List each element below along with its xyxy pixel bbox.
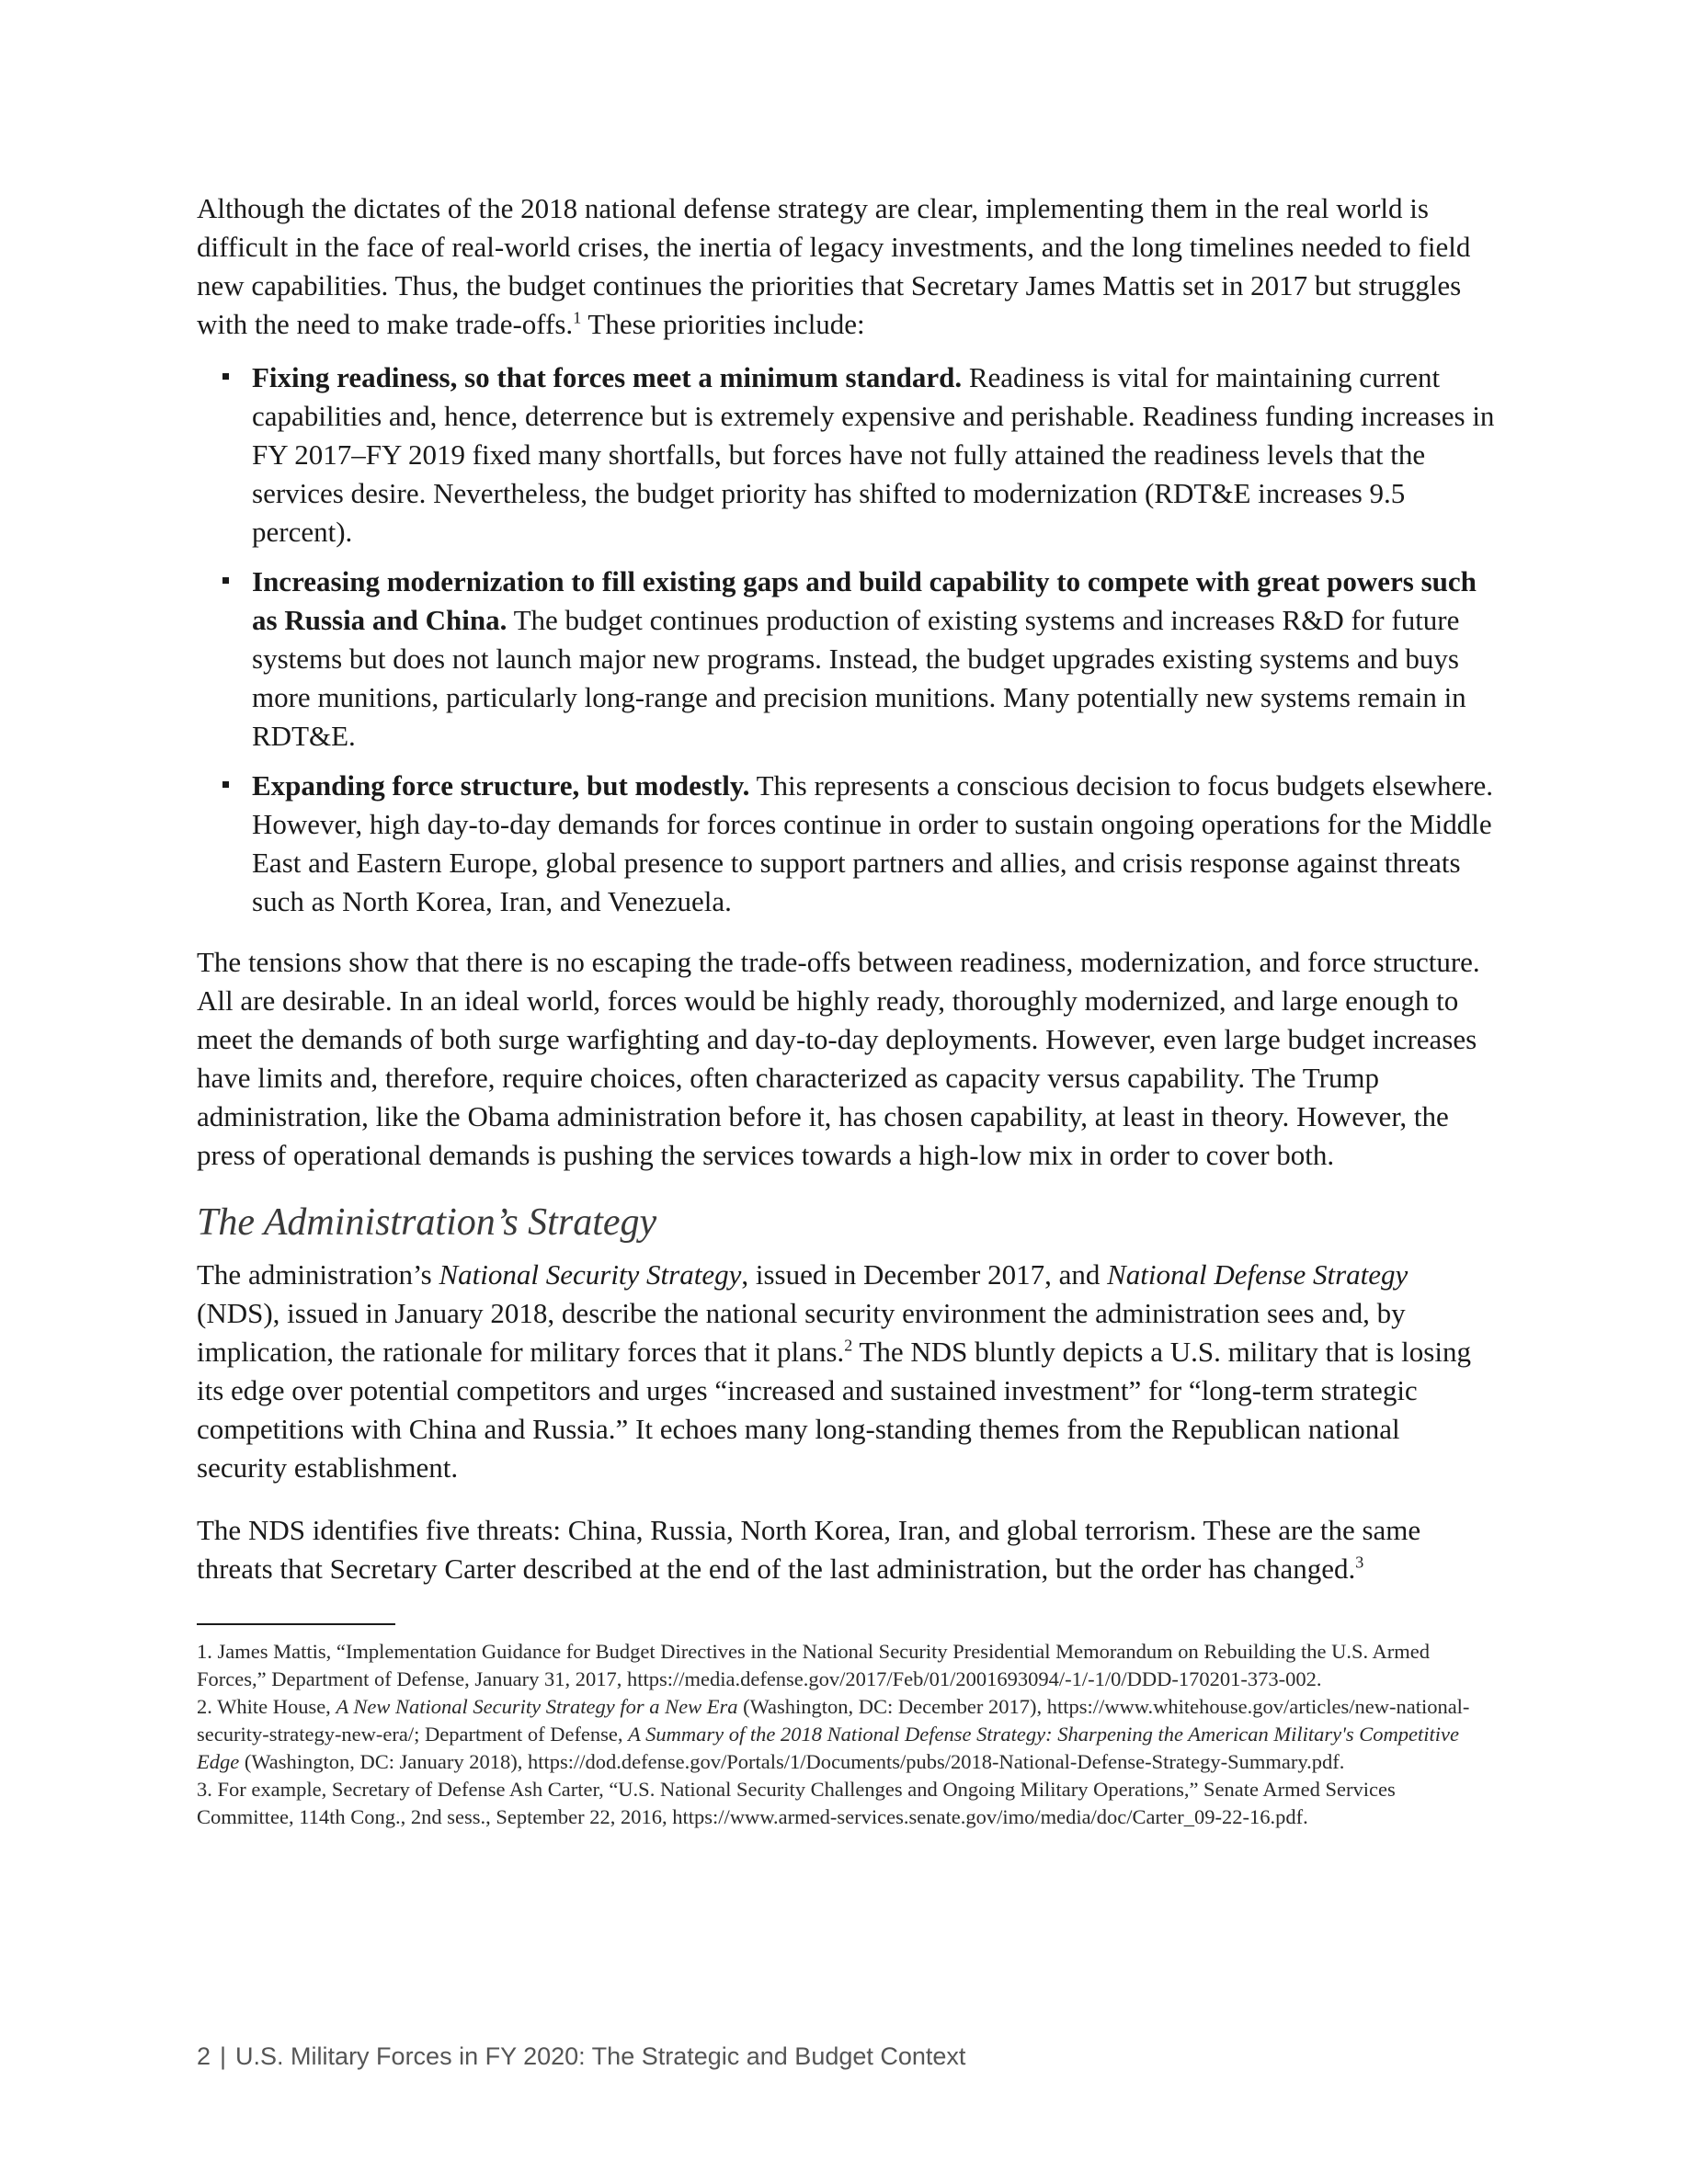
footnote-2 <box>197 1693 1495 1776</box>
nss-title: National Security Strategy <box>439 1258 742 1291</box>
bullet-icon <box>222 373 229 380</box>
page-body <box>197 189 1495 1831</box>
nds-title: National Defense Strategy <box>1107 1258 1409 1291</box>
footnote-2-text-3: (Washington, DC: January 2018), https://dod.defense.gov/Portals/1/Documents/pubs/2018-National-Defense-Strategy-Summary.pdf. <box>239 1750 1345 1773</box>
intro-tail: These priorities include: <box>581 308 865 340</box>
intro-paragraph <box>197 189 1495 344</box>
priority-item-modernization <box>197 563 1495 756</box>
page-number: 2 <box>197 2042 211 2070</box>
strategy-text-2: , issued in December 2017, and <box>741 1258 1108 1291</box>
priorities-list <box>197 358 1495 921</box>
bullet-icon <box>222 781 229 788</box>
priority-lead: Increasing modernization to fill existing gaps and build capability to compete with great powers such as Russia and China. <box>252 565 1477 636</box>
footnote-1: 1. James Mattis, “Implementation Guidance for Budget Directives in the National Security Presidential Memorandum on Rebuilding the U.S. Armed Forces,” Department of Defense, January 31, 2017, https://media.defense.gov/2017/Feb/01/2001693094/-1/-1/0/DDD-170201-373-002. <box>197 1640 1430 1690</box>
footnote-divider <box>197 1623 395 1625</box>
priority-item-force-structure <box>197 767 1495 921</box>
footer-title: U.S. Military Forces in FY 2020: The Strategic and Budget Context <box>235 2042 966 2070</box>
priority-text: This represents a conscious decision to focus budgets elsewhere. However, high day-to-day demands for forces continue in order to sustain ongoing operations for the Middle East and Eastern Europe, global presence to support partners and allies, and crisis response against threats such as North Korea, Iran, and Venezuela. <box>252 769 1494 917</box>
priority-text: Readiness is vital for maintaining current capabilities and, hence, deterrence but is extremely expensive and perishable. Readiness funding increases in FY 2017–FY 2019 fixed many shortfalls, but forces have not fully attained the readiness levels that the services desire. Nevertheless, the budget priority has shifted to modernization (RDT&E increases 9.5 percent). <box>252 361 1495 548</box>
priority-item-readiness <box>197 358 1495 552</box>
tensions-paragraph: The tensions show that there is no escaping the trade-offs between readiness, modernization, and force structure. All are desirable. In an ideal world, forces would be highly ready, thoroughly modernized, and large enough to meet the demands of both surge warfighting and day-to-day deployments. However, even large budget increases have limits and, therefore, require choices, often characterized as capacity versus capability. The Trump administration, like the Obama administration before it, has chosen capability, at least in theory. However, the press of operational demands is pushing the services towards a high-low mix in order to cover both. <box>197 946 1480 1171</box>
bullet-icon <box>222 577 229 584</box>
footnote-2-text-1: 2. White House, <box>197 1695 336 1718</box>
threats-paragraph <box>197 1511 1495 1588</box>
footnote-ref-1[interactable]: 1 <box>573 308 582 327</box>
footer-separator: | <box>220 2042 227 2070</box>
strategy-text-1: The administration’s <box>197 1258 439 1291</box>
threats-text: The NDS identifies five threats: China, Russia, North Korea, Iran, and global terrorism. These are the same threats that Secretary Carter described at the end of the last administration, but the order has changed. <box>197 1514 1421 1585</box>
page-footer <box>197 2042 965 2071</box>
intro-text: Although the dictates of the 2018 national defense strategy are clear, implementing them in the real world is difficult in the face of real-world crises, the inertia of legacy investments, and the long timelines needed to field new capabilities. Thus, the budget continues the priorities that Secretary James Mattis set in 2017 but struggles with the need to make trade-offs. <box>197 192 1471 340</box>
priority-lead: Expanding force structure, but modestly. <box>252 769 750 802</box>
footnote-2-title-2: A Summary of the 2018 National Defense Strategy: Sharpening the American Military's Competitive Edge <box>197 1723 1460 1773</box>
section-heading: The Administration’s Strategy <box>197 1201 657 1244</box>
priority-lead: Fixing readiness, so that forces meet a minimum standard. <box>252 361 963 393</box>
footnotes <box>197 1638 1495 1831</box>
priority-text: The budget continues production of existing systems and increases R&D for future systems but does not launch major new programs. Instead, the budget upgrades existing systems and buys more munitions, particularly long-range and precision munitions. Many potentially new systems remain in RDT&E. <box>252 604 1466 752</box>
footnote-3: 3. For example, Secretary of Defense Ash Carter, “U.S. National Security Challenges and Ongoing Military Operations,” Senate Armed Services Committee, 114th Cong., 2nd sess., September 22, 2016, https://www.armed-services.senate.gov/imo/media/doc/Carter_09-22-16.pdf. <box>197 1778 1396 1828</box>
footnote-ref-2[interactable]: 2 <box>844 1336 853 1355</box>
footnote-2-text-2: (Washington, DC: December 2017), https://www.whitehouse.gov/articles/new-national-security-strategy-new-era/; Department of Defense, <box>197 1695 1470 1746</box>
strategy-paragraph <box>197 1256 1495 1487</box>
strategy-text-3: (NDS), issued in January 2018, describe the national security environment the administration sees and, by implication, the rationale for military forces that it plans. <box>197 1297 1406 1368</box>
strategy-text-4: The NDS bluntly depicts a U.S. military that is losing its edge over potential competitors and urges “increased and sustained investment” for “long-term strategic competitions with China and Russia.” It echoes many long-standing themes from the Republican national security establishment. <box>197 1336 1471 1484</box>
footnote-2-title-1: A New National Security Strategy for a New Era <box>336 1695 738 1718</box>
footnote-ref-3[interactable]: 3 <box>1355 1553 1364 1572</box>
